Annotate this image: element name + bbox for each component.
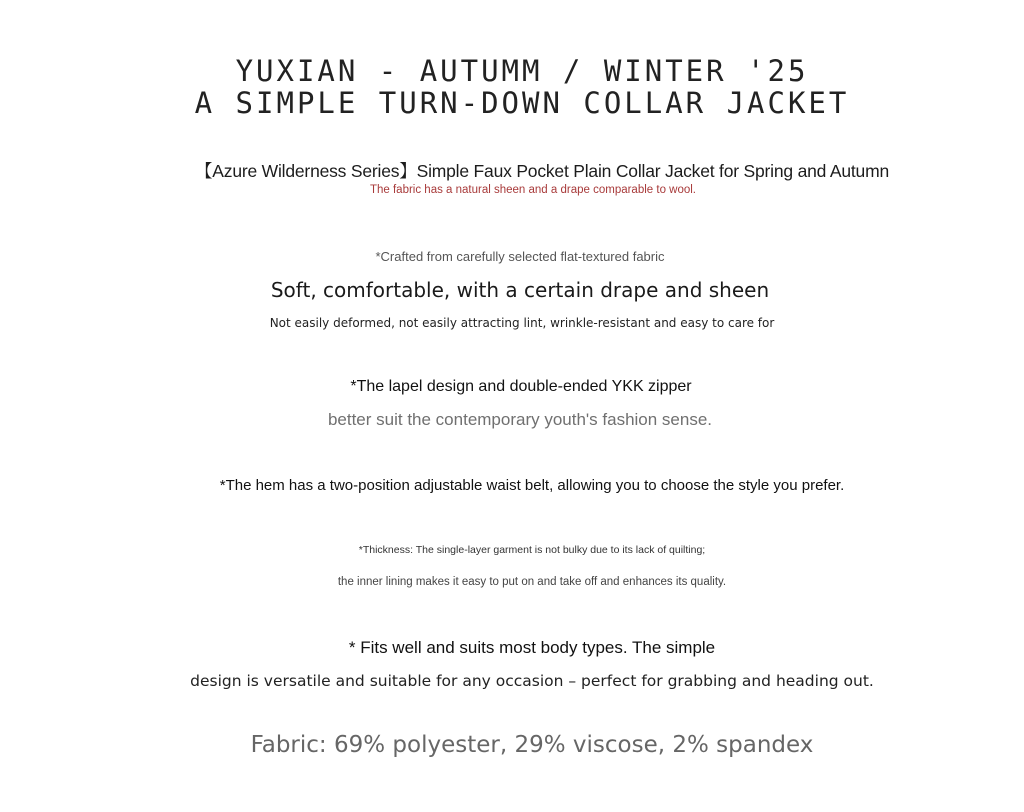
- fabric-composition: Fabric: 69% polyester, 29% viscose, 2% spandex: [250, 732, 814, 758]
- feature-thickness: *Thickness: The single-layer garment is not bulky due to its lack of quilting;: [358, 544, 706, 556]
- fabric-sheen-note: The fabric has a natural sheen and a drape comparable to wool.: [369, 184, 697, 196]
- feature-design: design is versatile and suitable for any occasion – perfect for grabbing and heading out.: [190, 672, 874, 690]
- feature-better: better suit the contemporary youth's fashion sense.: [327, 410, 713, 429]
- page-title-line-1: YUXIAN - AUTUMM / WINTER '25: [235, 54, 809, 88]
- product-subtitle: 【Azure Wilderness Series】Simple Faux Pocket Plain Collar Jacket for Spring and Autumn: [195, 161, 889, 181]
- feature-crafted: *Crafted from carefully selected flat-textured fabric: [375, 249, 665, 264]
- feature-lining: the inner lining makes it easy to put on and take off and enhances its quality.: [337, 576, 727, 588]
- page-title-line-2: A SIMPLE TURN-DOWN COLLAR JACKET: [194, 86, 850, 120]
- feature-fits: * Fits well and suits most body types. The simple: [348, 638, 716, 657]
- feature-hem: *The hem has a two-position adjustable waist belt, allowing you to choose the style you prefer.: [219, 477, 845, 494]
- feature-soft: Soft, comfortable, with a certain drape and sheen: [270, 278, 770, 302]
- feature-lapel: *The lapel design and double-ended YKK zipper: [350, 378, 692, 395]
- feature-deform: Not easily deformed, not easily attracting lint, wrinkle-resistant and easy to care for: [269, 316, 775, 330]
